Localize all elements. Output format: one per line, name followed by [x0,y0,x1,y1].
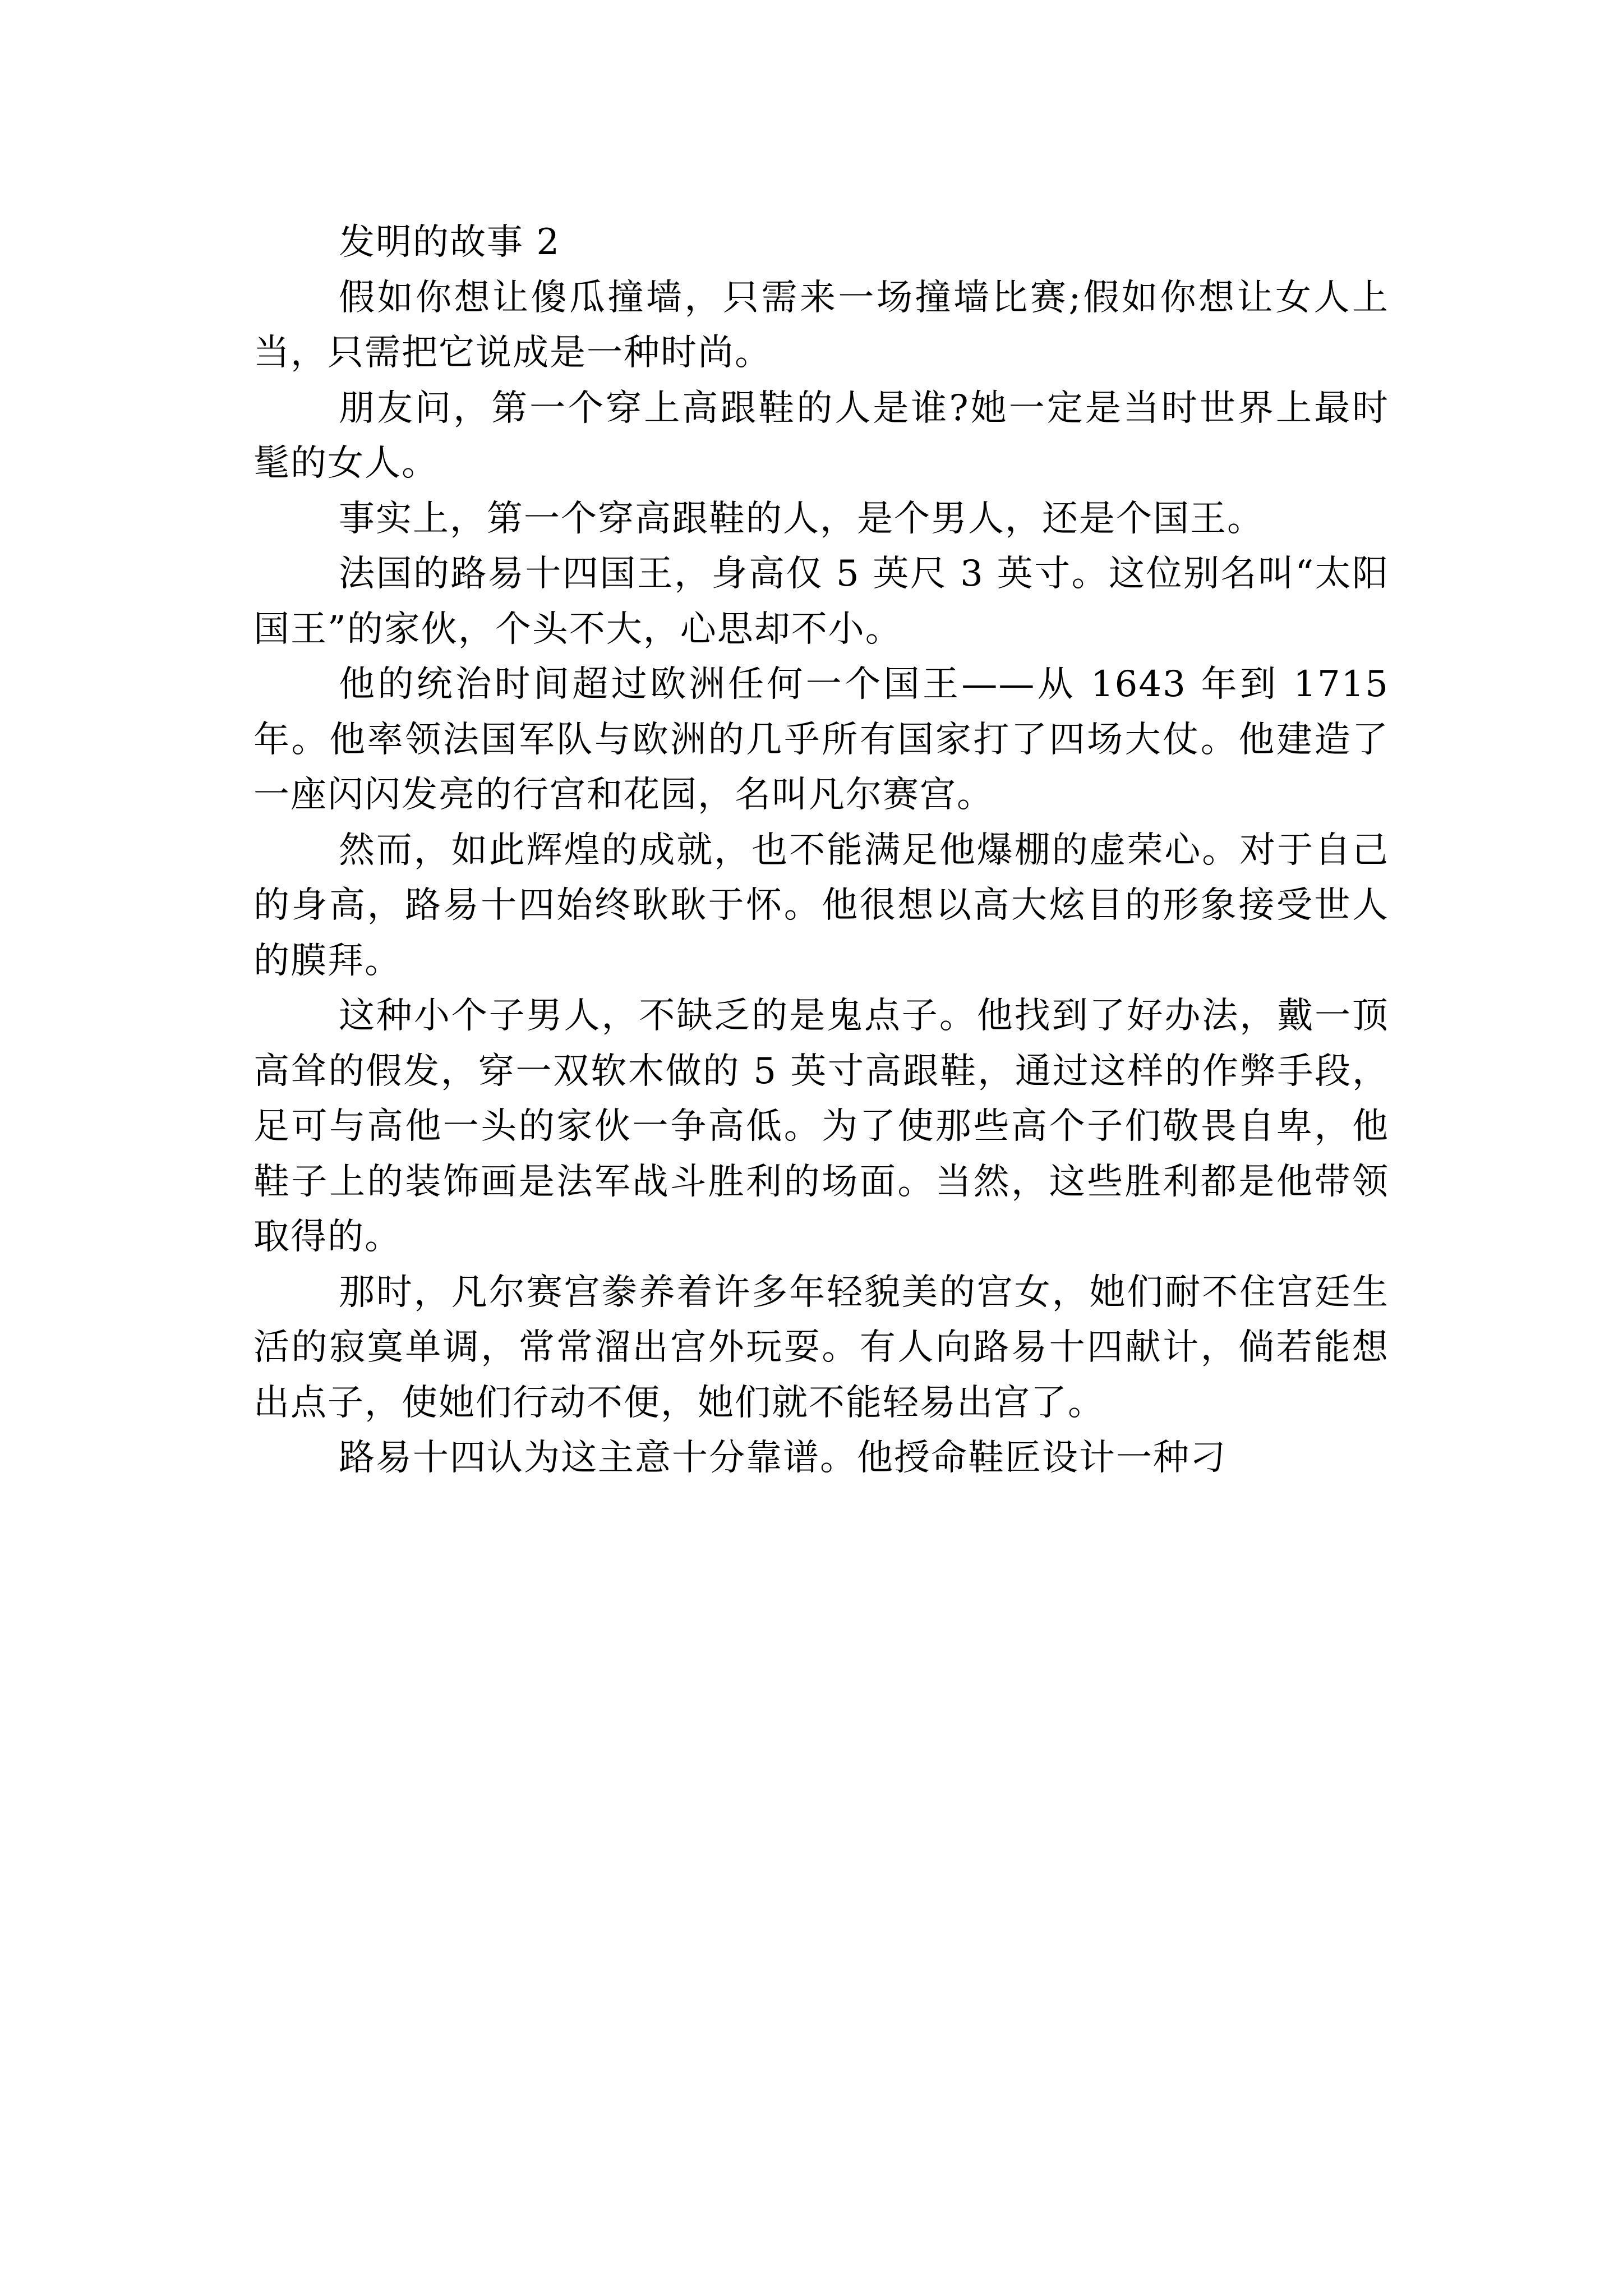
paragraph: 朋友问，第一个穿上高跟鞋的人是谁?她一定是当时世界上最时髦的女人。 [253,387,1389,484]
paragraph: 假如你想让傻瓜撞墙，只需来一场撞墙比赛;假如你想让女人上当，只需把它说成是一种时尚。 [253,277,1389,374]
document-title: 发明的故事 2 [339,222,561,263]
paragraph: 事实上，第一个穿高跟鞋的人，是个男人，还是个国王。 [339,498,1264,540]
paragraph: 然而，如此辉煌的成就，也不能满足他爆棚的虚荣心。对于自己的身高，路易十四始终耿耿于怀。他很想以高大炫目的形象接受世人的膜拜。 [253,829,1389,982]
paragraph: 法国的路易十四国王，身高仅 5 英尺 3 英寸。这位别名叫“太阳国王”的家伙，个头不大，心思却不小。 [253,553,1389,650]
paragraph: 路易十四认为这主意十分靠谱。他授命鞋匠设计一种刁 [339,1437,1227,1479]
document-body [253,215,1389,1486]
paragraph: 这种小个子男人，不缺乏的是鬼点子。他找到了好办法，戴一顶高耸的假发，穿一双软木做的 5 英寸高跟鞋，通过这样的作弊手段，足可与高他一头的家伙一争高低。为了使那些高个子们敬畏自卑，他鞋子上的装饰画是法军战斗胜利的场面。当然，这些胜利都是他带领取得的。 [253,995,1389,1258]
paragraph: 他的统治时间超过欧洲任何一个国王——从 1643 年到 1715 年。他率领法国军队与欧洲的几乎所有国家打了四场大仗。他建造了一座闪闪发亮的行宫和花园，名叫凡尔赛宫。 [253,664,1389,816]
paragraph: 那时，凡尔赛宫豢养着许多年轻貌美的宫女，她们耐不住宫廷生活的寂寞单调，常常溜出宫外玩耍。有人向路易十四献计，倘若能想出点子，使她们行动不便，她们就不能轻易出宫了。 [253,1271,1389,1424]
